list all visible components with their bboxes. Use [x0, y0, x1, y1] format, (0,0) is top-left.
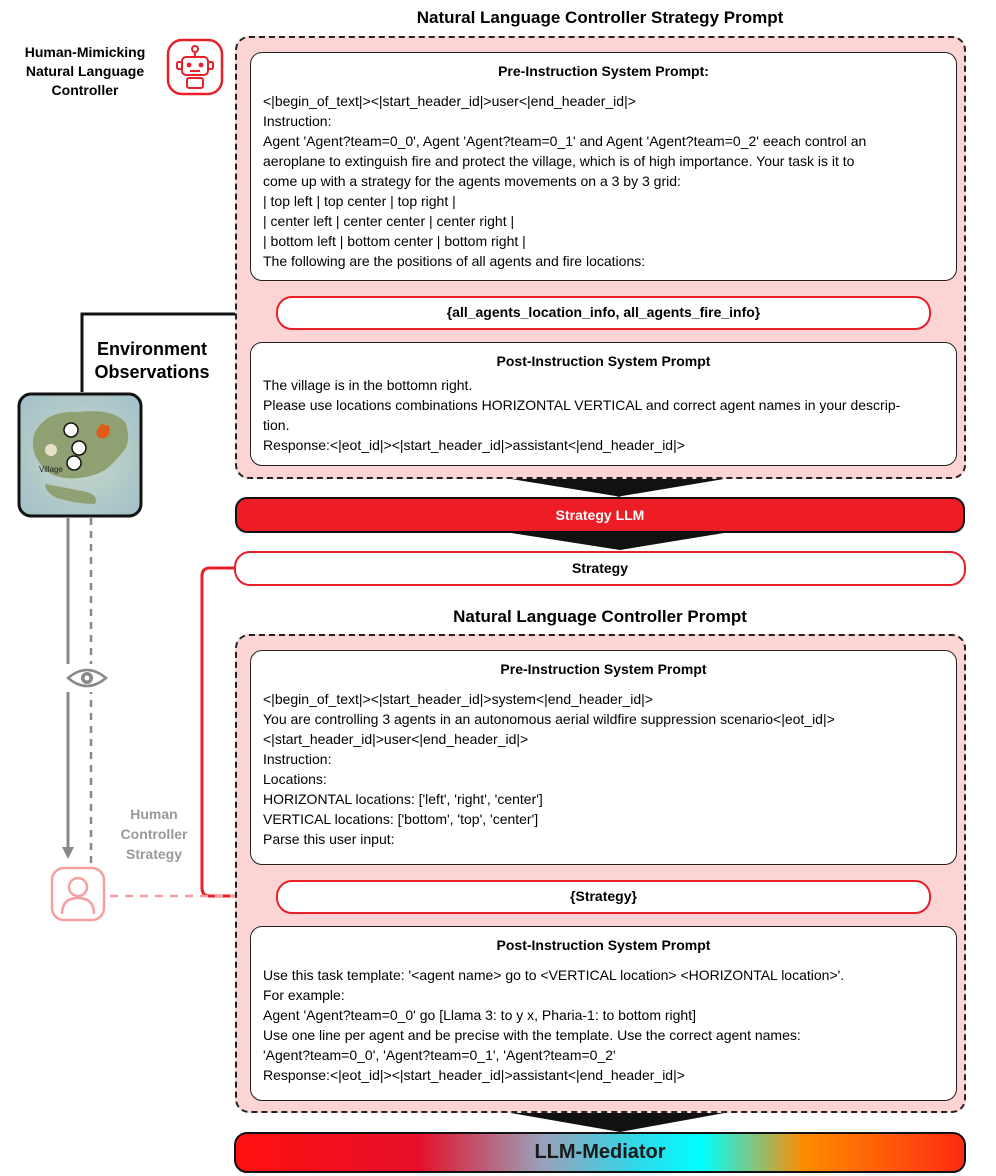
prompt-line: aeroplane to extinguish fire and protect the village, which is of high importance. Your task is it to	[263, 153, 855, 169]
pre-instruction-card-1	[250, 52, 957, 281]
agents-info-insert: {all_agents_location_info, all_agents_fire_info}	[276, 296, 931, 330]
funnel-3	[505, 1112, 730, 1132]
post-instruction-card-2	[250, 926, 957, 1101]
pre-instruction-heading: Pre-Instruction System Prompt	[500, 661, 707, 677]
prompt-line: come up with a strategy for the agents movements on a 3 by 3 grid:	[263, 173, 681, 189]
prompt-line: <|start_header_id|>user<|end_header_id|>	[263, 731, 529, 747]
prompt-line: Use one line per agent and be precise with the template. Use the correct agent names:	[263, 1027, 801, 1043]
prompt-line: | top left | top center | top right |	[263, 193, 456, 209]
post-instruction-heading: Post-Instruction System Prompt	[496, 937, 711, 953]
prompt-line: | center left | center center | center right |	[263, 213, 515, 229]
strategy-insert: {Strategy}	[276, 880, 931, 914]
prompt-line: Agent 'Agent?team=0_0', Agent 'Agent?team=0_1' and Agent 'Agent?team=0_2' eeach control an	[263, 133, 867, 149]
prompt-line: For example:	[263, 987, 345, 1003]
controller-prompt-title: Natural Language Controller Prompt	[453, 607, 747, 626]
robot-icon	[166, 38, 224, 96]
prompt-line: 'Agent?team=0_0', 'Agent?team=0_1', 'Agent?team=0_2'	[263, 1047, 616, 1063]
prompt-line: Use this task template: '<agent name> go to <VERTICAL location> <HORIZONTAL location>'.	[263, 967, 845, 983]
prompt-line: Response:<|eot_id|><|start_header_id|>assistant<|end_header_id|>	[263, 437, 685, 453]
post-instruction-heading: Post-Instruction System Prompt	[496, 353, 711, 369]
prompt-line: HORIZONTAL locations: ['left', 'right', 'center']	[263, 791, 543, 807]
prompt-line: Locations:	[263, 771, 327, 787]
strategy-output: Strategy	[234, 551, 966, 586]
funnel-2	[505, 532, 730, 550]
prompt-line: Instruction:	[263, 113, 332, 129]
prompt-line: The village is in the bottomn right.	[263, 377, 473, 393]
prompt-line: You are controlling 3 agents in an autonomous aerial wildfire suppression scenario<|eot_id|>	[263, 711, 835, 727]
pre-instruction-card-2	[250, 650, 957, 865]
prompt-line: <|begin_of_text|><|start_header_id|>system<|end_header_id|>	[263, 691, 653, 707]
prompt-line: Instruction:	[263, 751, 332, 767]
prompt-line: The following are the positions of all agents and fire locations:	[263, 253, 646, 269]
strategy-prompt-title: Natural Language Controller Strategy Prompt	[416, 8, 784, 27]
eye-icon	[62, 664, 112, 692]
map-thumbnail	[17, 392, 143, 518]
prompt-line: <|begin_of_text|><|start_header_id|>user<|end_header_id|>	[263, 93, 636, 109]
post-instruction-card-1	[250, 342, 957, 466]
prompt-line: Parse this user input:	[263, 831, 395, 847]
prompt-line: tion.	[263, 417, 290, 433]
robot-label: Human-Mimicking Natural Language Controller	[24, 44, 146, 98]
person-icon	[50, 866, 106, 922]
prompt-line: Response:<|eot_id|><|start_header_id|>assistant<|end_header_id|>	[263, 1067, 685, 1083]
pre-instruction-heading: Pre-Instruction System Prompt:	[498, 63, 709, 79]
strategy-llm-bar: Strategy LLM	[235, 497, 965, 533]
funnel-1	[505, 478, 730, 498]
prompt-line: Agent 'Agent?team=0_0' go [Llama 3: to y x, Pharia-1: to bottom right]	[263, 1007, 696, 1023]
human-strategy-label: Human Controller Strategy	[120, 806, 188, 862]
village-map-label: Village	[39, 465, 63, 474]
prompt-line: VERTICAL locations: ['bottom', 'top', 'center']	[263, 811, 539, 827]
llm-mediator-label: LLM-Mediator	[534, 1141, 666, 1163]
prompt-line: | bottom left | bottom center | bottom right |	[263, 233, 526, 249]
environment-label: Environment Observations	[94, 339, 210, 382]
prompt-line: Please use locations combinations HORIZONTAL VERTICAL and correct agent names in your descrip-	[263, 397, 901, 413]
